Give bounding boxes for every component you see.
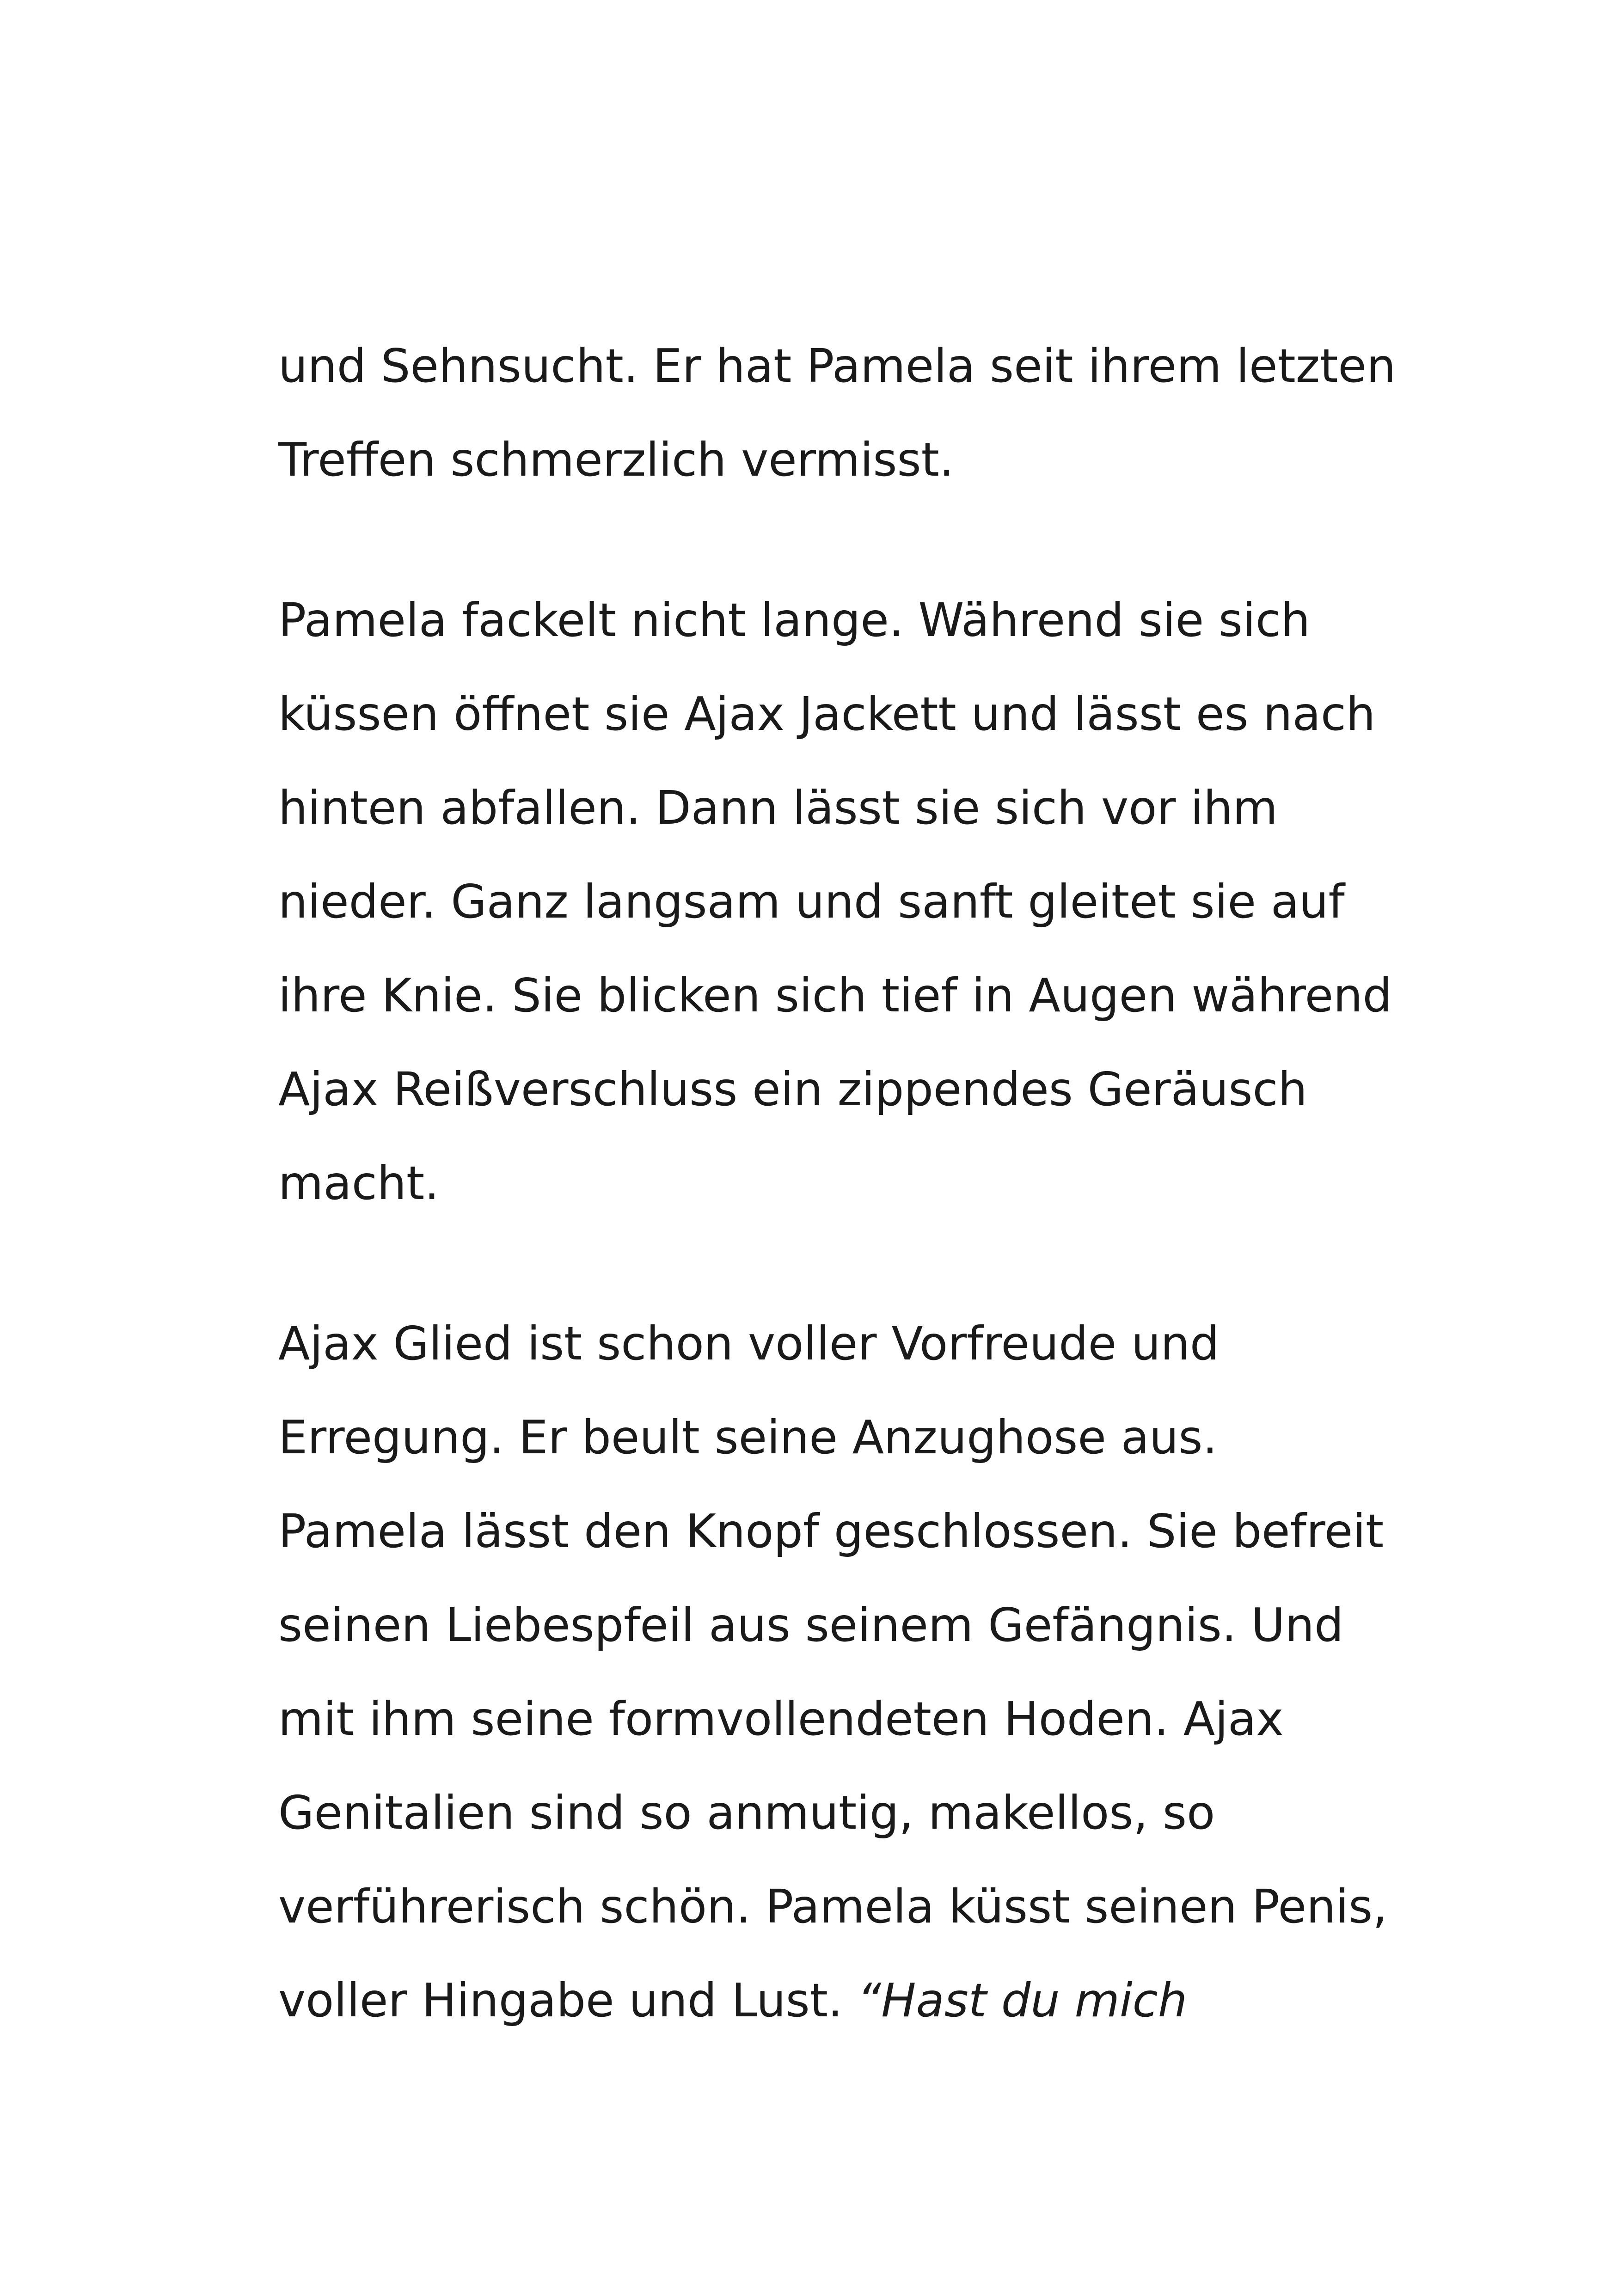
text-line: macht. [278,1156,440,1210]
text-line: hinten abfallen. Dann lässt sie sich vor ihm [278,781,1278,835]
paragraph-gap [278,507,1388,573]
text-line: Erregung. Er beult seine Anzughose aus. [278,1410,1218,1464]
text-run-plain: voller Hingabe und Lust. [278,1973,858,2027]
paragraph-1 [278,319,1396,507]
text-line: küssen öffnet sie Ajax Jackett und lässt es nach [278,687,1376,741]
text-line: Pamela lässt den Knopf geschlossen. Sie befreit [278,1504,1384,1558]
paragraph-2 [278,573,1392,1230]
text-line: Genitalien sind so anmutig, makellos, so [278,1786,1215,1840]
text-line-mixed [278,1953,1388,2047]
text-line: Ajax Glied ist schon voller Vorfreude und [278,1316,1220,1371]
paragraph-gap [278,1230,1388,1297]
paragraph-3 [278,1297,1388,2047]
text-line: Ajax Reißverschluss ein zippendes Geräusch [278,1062,1307,1116]
text-line: nieder. Ganz langsam und sanft gleitet sie auf [278,875,1345,929]
text-line: Pamela fackelt nicht lange. Während sie sich [278,593,1311,647]
text-line: verführerisch schön. Pamela küsst seinen Penis, [278,1880,1388,1934]
text-line: Treffen schmerzlich vermisst. [278,433,954,487]
text-line: und Sehnsucht. Er hat Pamela seit ihrem letzten [278,339,1396,393]
text-line: mit ihm seine formvollendeten Hoden. Ajax [278,1692,1284,1746]
text-line: seinen Liebespfeil aus seinem Gefängnis. Und [278,1598,1344,1652]
text-line: ihre Knie. Sie blicken sich tief in Augen während [278,968,1392,1022]
text-run-italic: “Hast du mich [857,1973,1188,2027]
document-body [278,319,1396,2047]
